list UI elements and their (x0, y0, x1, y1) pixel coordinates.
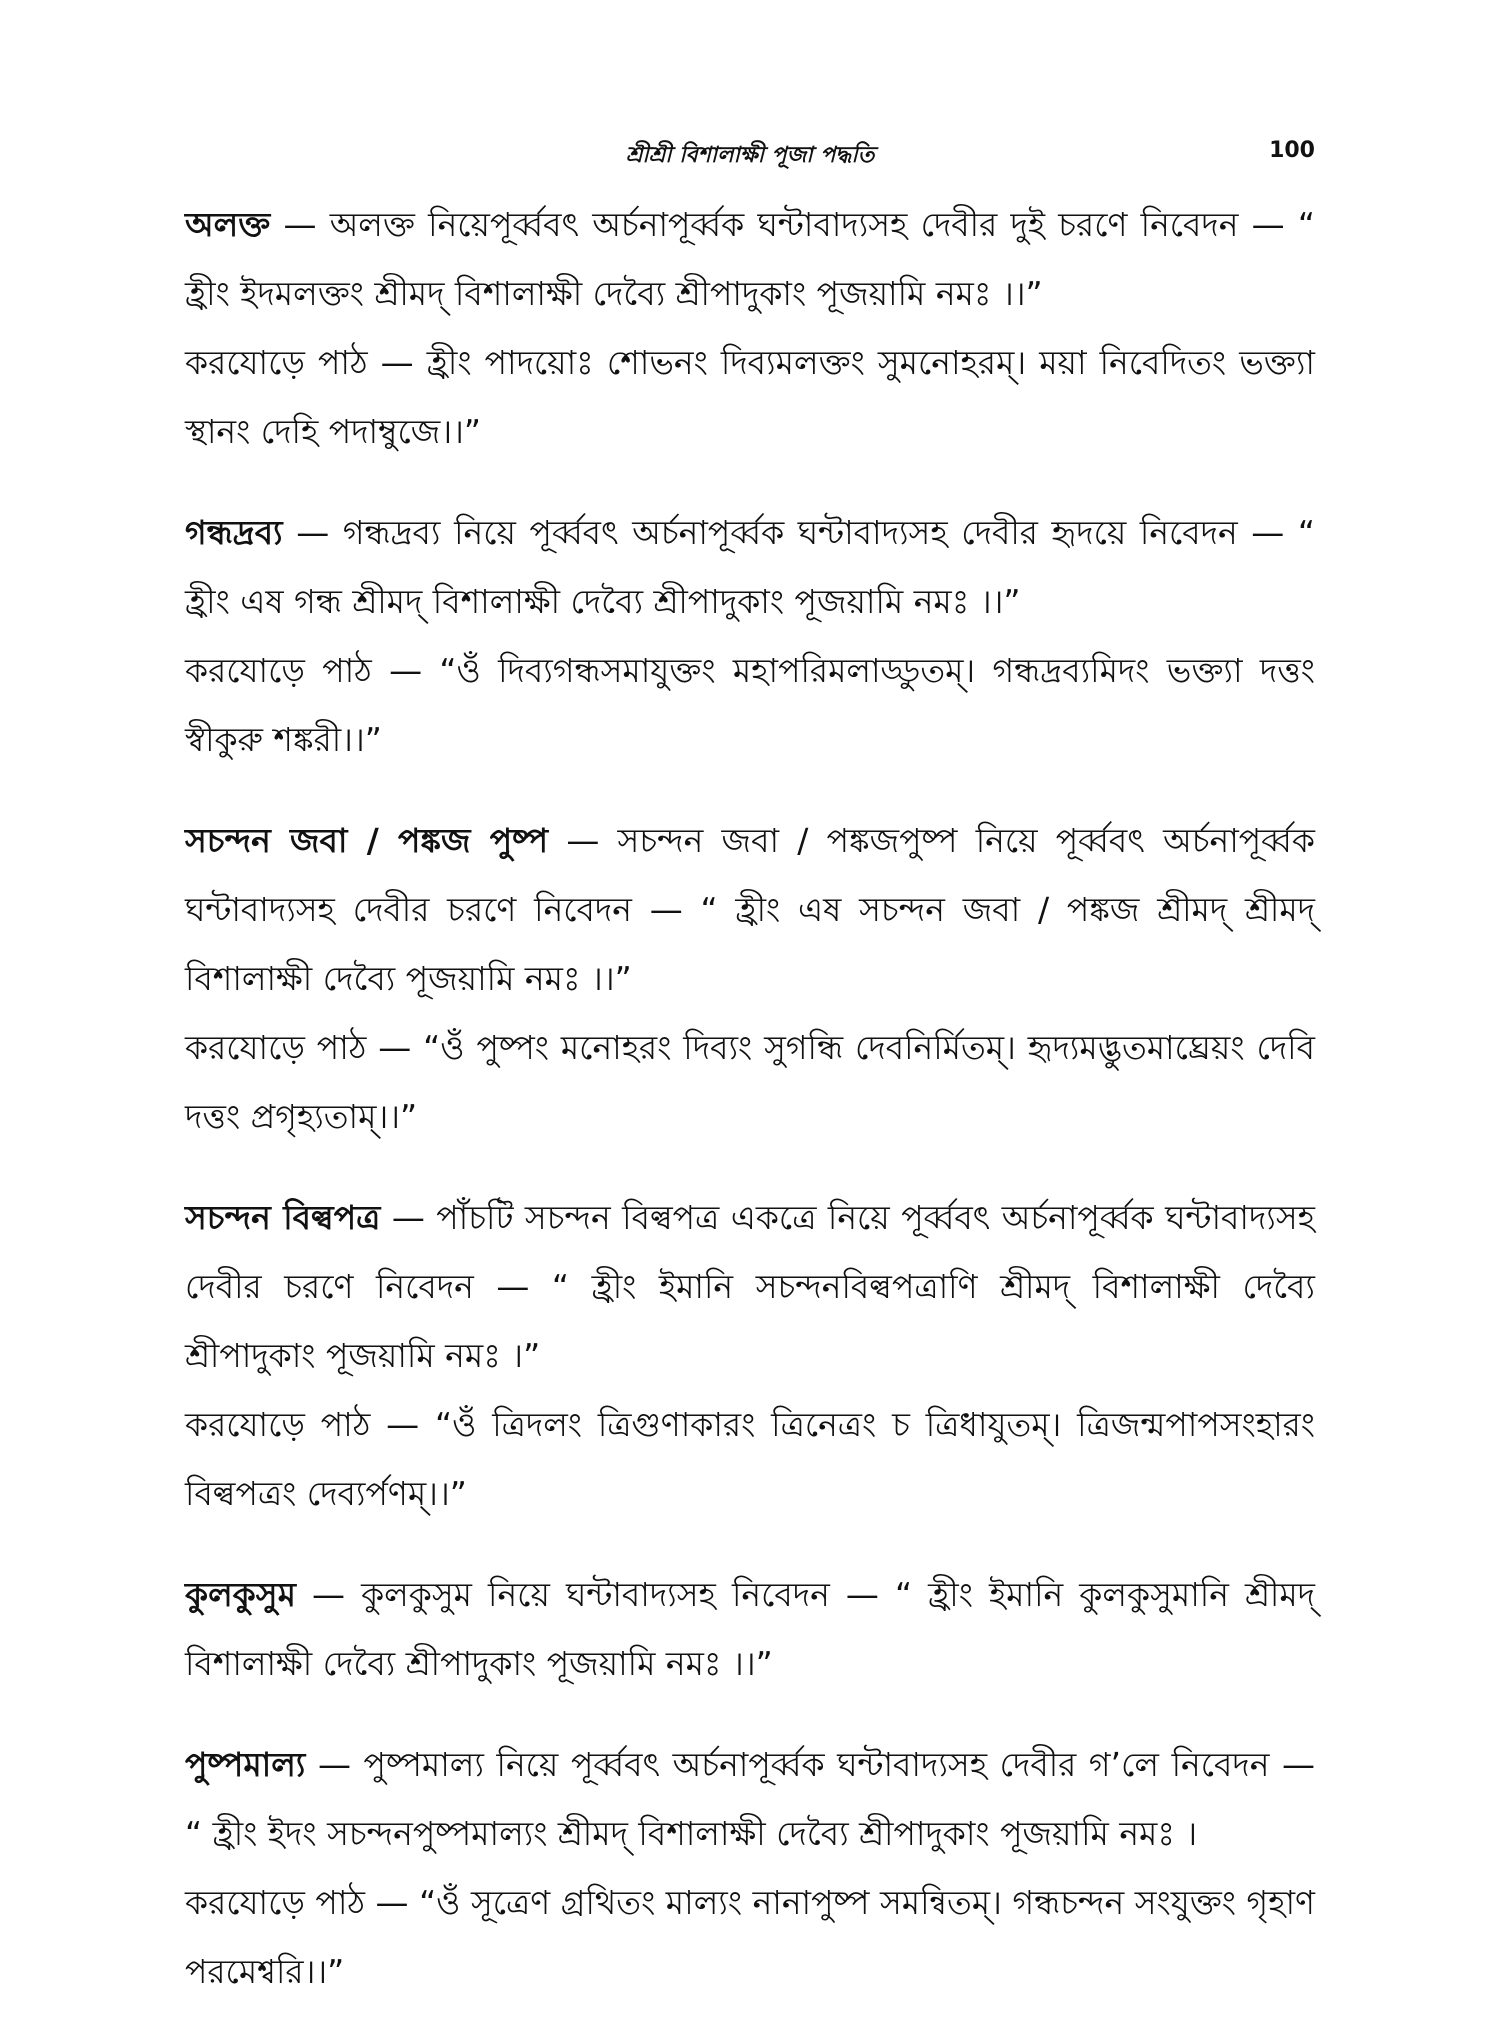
offering-text: — গন্ধদ্রব্য নিয়ে পূর্ব্ববৎ অর্চনাপূর্ব্বক ঘন্টাবাদ্যসহ দেবীর হৃদয়ে নিবেদন — “ হ্রীং এষ গন্ধ শ্রীমদ্ বিশালাক্ষী দেব্যৈ শ্রীপাদুকাং পূজয়ামি নমঃ ।।” (185, 513, 1315, 621)
offering-paragraph (185, 1560, 1315, 1698)
offering-text: — অলক্ত নিয়েপূর্ব্ববৎ অর্চনাপূর্ব্বক ঘন্টাবাদ্যসহ দেবীর দুই চরণে নিবেদন — “ হ্রীং ইদমলক্তং শ্রীমদ্ বিশালাক্ষী দেব্যৈ শ্রীপাদুকাং পূজয়ামি নমঃ ।।” (185, 205, 1315, 313)
entry-bilvapatra (185, 1183, 1315, 1528)
page-number: 100 (1269, 138, 1315, 163)
offering-paragraph (185, 190, 1315, 328)
offering-text: — পাঁচটি সচন্দন বিল্বপত্র একত্রে নিয়ে পূর্ব্ববৎ অর্চনাপূর্ব্বক ঘন্টাবাদ্যসহ দেবীর চরণে নিবেদন — “ হ্রীং ইমানি সচন্দনবিল্বপত্রাণি শ্রীমদ্ বিশালাক্ষী দেব্যৈ শ্রীপাদুকাং পূজয়ামি নমঃ ।” (185, 1198, 1315, 1375)
entry-gandhadravya (185, 498, 1315, 774)
entry-term: সচন্দন বিল্বপত্র (185, 1198, 381, 1237)
entry-term: পুষ্পমাল্য (185, 1745, 306, 1784)
entry-kulakusum (185, 1560, 1315, 1698)
entry-term: অলক্ত (185, 205, 271, 244)
offering-paragraph (185, 1730, 1315, 1868)
offering-paragraph (185, 498, 1315, 636)
prayer-paragraph: করযোড়ে পাঠ — “ওঁ সূত্রেণ গ্রথিতং মাল্যং নানাপুষ্প সমন্বিতম্। গন্ধচন্দন সংযুক্তং গৃহাণ পরমেশ্বরি।।” (185, 1883, 1315, 1991)
offering-text: — পুষ্পমাল্য নিয়ে পূর্ব্ববৎ অর্চনাপূর্ব্বক ঘন্টাবাদ্যসহ দেবীর গ’লে নিবেদন — “ হ্রীং ইদং সচন্দনপুষ্পমাল্যং শ্রীমদ্ বিশালাক্ষী দেব্যৈ শ্রীপাদুকাং পূজয়ামি নমঃ । (185, 1745, 1315, 1853)
running-title: শ্রীশ্রী বিশালাক্ষী পূজা পদ্ধতি (625, 143, 875, 168)
offering-text: — সচন্দন জবা / পঙ্কজপুষ্প নিয়ে পূর্ব্ববৎ অর্চনাপূর্ব্বক ঘন্টাবাদ্যসহ দেবীর চরণে নিবেদন — “ হ্রীং এষ সচন্দন জবা / পঙ্কজ শ্রীমদ্ শ্রীমদ্ বিশালাক্ষী দেব্যৈ পূজয়ামি নমঃ ।।” (185, 821, 1315, 998)
entry-jaba-pankaj-pushpa (185, 806, 1315, 1151)
entry-pushpamalya (185, 1730, 1315, 2006)
entry-term: কুলকুসুম (185, 1575, 296, 1614)
entry-alakta (185, 190, 1315, 466)
offering-paragraph (185, 1183, 1315, 1390)
offering-text: — কুলকুসুম নিয়ে ঘন্টাবাদ্যসহ নিবেদন — “ হ্রীং ইমানি কুলকুসুমানি শ্রীমদ্ বিশালাক্ষী দেব্যৈ শ্রীপাদুকাং পূজয়ামি নমঃ ।।” (185, 1575, 1315, 1683)
prayer-paragraph: করযোড়ে পাঠ — হ্রীং পাদয়োঃ শোভনং দিব্যমলক্তং সুমনোহরম্। ময়া নিবেদিতং ভক্ত্যা স্থানং দেহি পদাম্বুজে।।” (185, 343, 1315, 451)
page-header (185, 138, 1315, 178)
entry-term: গন্ধদ্রব্য (185, 513, 283, 552)
prayer-paragraph: করযোড়ে পাঠ — “ওঁ দিব্যগন্ধসমাযুক্তং মহাপরিমলাড্ডুতম্। গন্ধদ্রব্যমিদং ভক্ত্যা দত্তং স্বীকুরু শঙ্করী।।” (185, 651, 1315, 759)
offering-paragraph (185, 806, 1315, 1013)
prayer-paragraph: করযোড়ে পাঠ — “ওঁ ত্রিদলং ত্রিগুণাকারং ত্রিনেত্রং চ ত্রিধাযুতম্। ত্রিজন্মপাপসংহারং বিল্বপত্রং দেব্যর্পণম্।।” (185, 1405, 1315, 1513)
page-body (185, 190, 1315, 2038)
entry-term: সচন্দন জবা / পঙ্কজ পুষ্প (185, 821, 549, 860)
prayer-paragraph: করযোড়ে পাঠ — “ওঁ পুষ্পং মনোহরং দিব্যং সুগন্ধি দেবনির্মিতম্। হৃদ্যমদ্ভুতমাঘ্রেয়ং দেবি দত্তং প্রগৃহ্যতাম্।।” (185, 1028, 1315, 1136)
